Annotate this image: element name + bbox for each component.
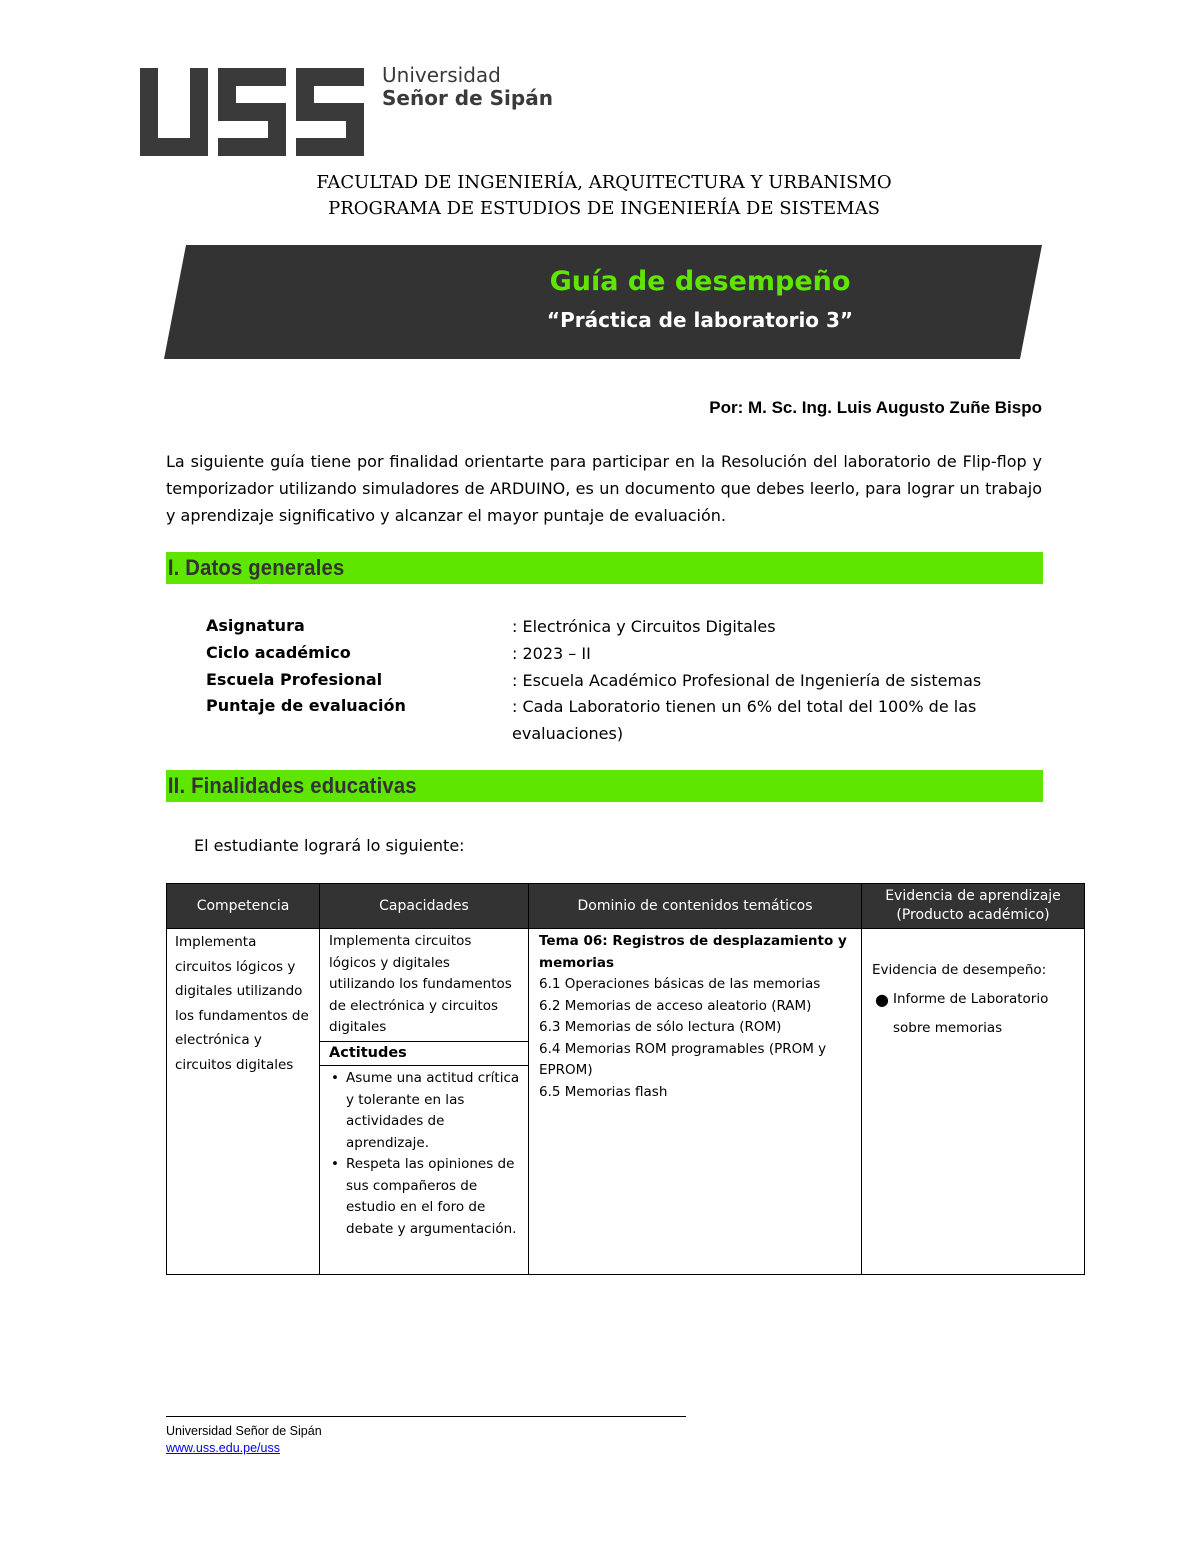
- footer-link[interactable]: www.uss.edu.pe/uss: [166, 1441, 280, 1455]
- guide-subtitle: “Práctica de laboratorio 3”: [546, 308, 854, 332]
- value-asignatura: : Electrónica y Circuitos Digitales: [512, 617, 776, 636]
- capacidades-text: Implementa circuitos lógicos y digitales utilizando los fundamentos de electrónica y circuitos digitales: [320, 929, 528, 1042]
- intro-paragraph: La siguiente guía tiene por finalidad orientarte para participar en la Resolución del laboratorio de Flip-flop y temporizador utilizando simuladores de ARDUINO, es un documento que debes leerlo, para lograr un trabajo y aprendizaje significativo y alcanzar el mayor puntaje de evaluación.: [166, 452, 1042, 525]
- lead-text: El estudiante logrará lo siguiente:: [194, 836, 465, 855]
- value-ciclo: : 2023 – II: [512, 644, 591, 663]
- author-line: Por: M. Sc. Ing. Luis Augusto Zuñe Bispo: [709, 398, 1042, 417]
- header-evidencia-line2: (Producto académico): [896, 907, 1050, 923]
- bullet-icon: •: [331, 1070, 339, 1086]
- logo-line-universidad: Universidad: [382, 63, 501, 87]
- cell-competencia: [167, 929, 320, 1275]
- label-escuela: Escuela Profesional: [206, 670, 383, 689]
- competencia-text: Implementa circuitos lógicos y digitales utilizando los fundamentos de electrónica y circuitos digitales: [175, 934, 309, 1073]
- competencies-table: [166, 883, 1085, 1275]
- header-evidencia: [862, 884, 1085, 929]
- cell-capacidades: [320, 929, 529, 1275]
- header-competencia: Competencia: [167, 884, 320, 929]
- value-escuela: : Escuela Académico Profesional de Ingeniería de sistemas: [512, 671, 982, 690]
- tema-item: 6.1 Operaciones básicas de las memorias: [539, 976, 821, 992]
- label-puntaje: Puntaje de evaluación: [206, 696, 406, 715]
- header-evidencia-line1: Evidencia de aprendizaje: [885, 888, 1061, 904]
- header-dominio: Dominio de contenidos temáticos: [529, 884, 862, 929]
- label-ciclo: Ciclo académico: [206, 643, 351, 662]
- list-item: [331, 1068, 520, 1154]
- evidencia-item-text: Informe de Laboratorio sobre memorias: [893, 991, 1049, 1036]
- tema-item: 6.4 Memorias ROM programables (PROM y EPROM): [539, 1040, 827, 1078]
- faculty-heading: FACULTAD DE INGENIERÍA, ARQUITECTURA Y URBANISMO: [316, 172, 892, 193]
- table-row: [167, 929, 1085, 1275]
- bullet-icon: •: [331, 1156, 339, 1172]
- guide-title: Guía de desempeño: [549, 266, 851, 297]
- section-title: I. Datos generales: [167, 555, 345, 580]
- logo-line-senor-de-sipan: Señor de Sipán: [382, 86, 553, 110]
- footer-divider: [166, 1416, 686, 1417]
- value-puntaje: : Cada Laboratorio tienen un 6% del total del 100% de las evaluaciones): [512, 697, 977, 743]
- tema-title: Tema 06: Registros de desplazamiento y memorias: [539, 933, 847, 971]
- uss-logo-mark: [138, 66, 368, 158]
- bullet-icon: ●: [875, 990, 889, 1009]
- header-capacidades: Capacidades: [320, 884, 529, 929]
- title-banner: [164, 245, 1044, 359]
- evidencia-item: [872, 985, 1076, 1043]
- section-finalidades: [166, 770, 1043, 802]
- actitudes-list: [320, 1068, 528, 1240]
- tema-item: 6.5 Memorias flash: [539, 1083, 668, 1100]
- program-heading: PROGRAMA DE ESTUDIOS DE INGENIERÍA DE SISTEMAS: [328, 198, 880, 219]
- tema-item: 6.2 Memorias de acceso aleatorio (RAM): [539, 997, 812, 1014]
- list-item: [331, 1154, 520, 1240]
- actitudes-title: Actitudes: [320, 1042, 528, 1067]
- label-asignatura: Asignatura: [206, 616, 305, 635]
- actitud-text: Respeta las opiniones de sus compañeros de estudio en el foro de debate y argumentación.: [346, 1156, 517, 1237]
- cell-dominio: [529, 929, 862, 1275]
- logo-wordmark: [382, 64, 553, 110]
- actitud-text: Asume una actitud crítica y tolerante en las actividades de aprendizaje.: [346, 1070, 520, 1151]
- section-datos-generales: [166, 552, 1043, 584]
- section-title: II. Finalidades educativas: [167, 773, 417, 798]
- footer-university: Universidad Señor de Sipán: [166, 1424, 322, 1438]
- table-header-row: [167, 884, 1085, 929]
- cell-evidencia: [862, 929, 1085, 1275]
- evidencia-label: Evidencia de desempeño:: [872, 962, 1047, 978]
- tema-item: 6.3 Memorias de sólo lectura (ROM): [539, 1019, 782, 1035]
